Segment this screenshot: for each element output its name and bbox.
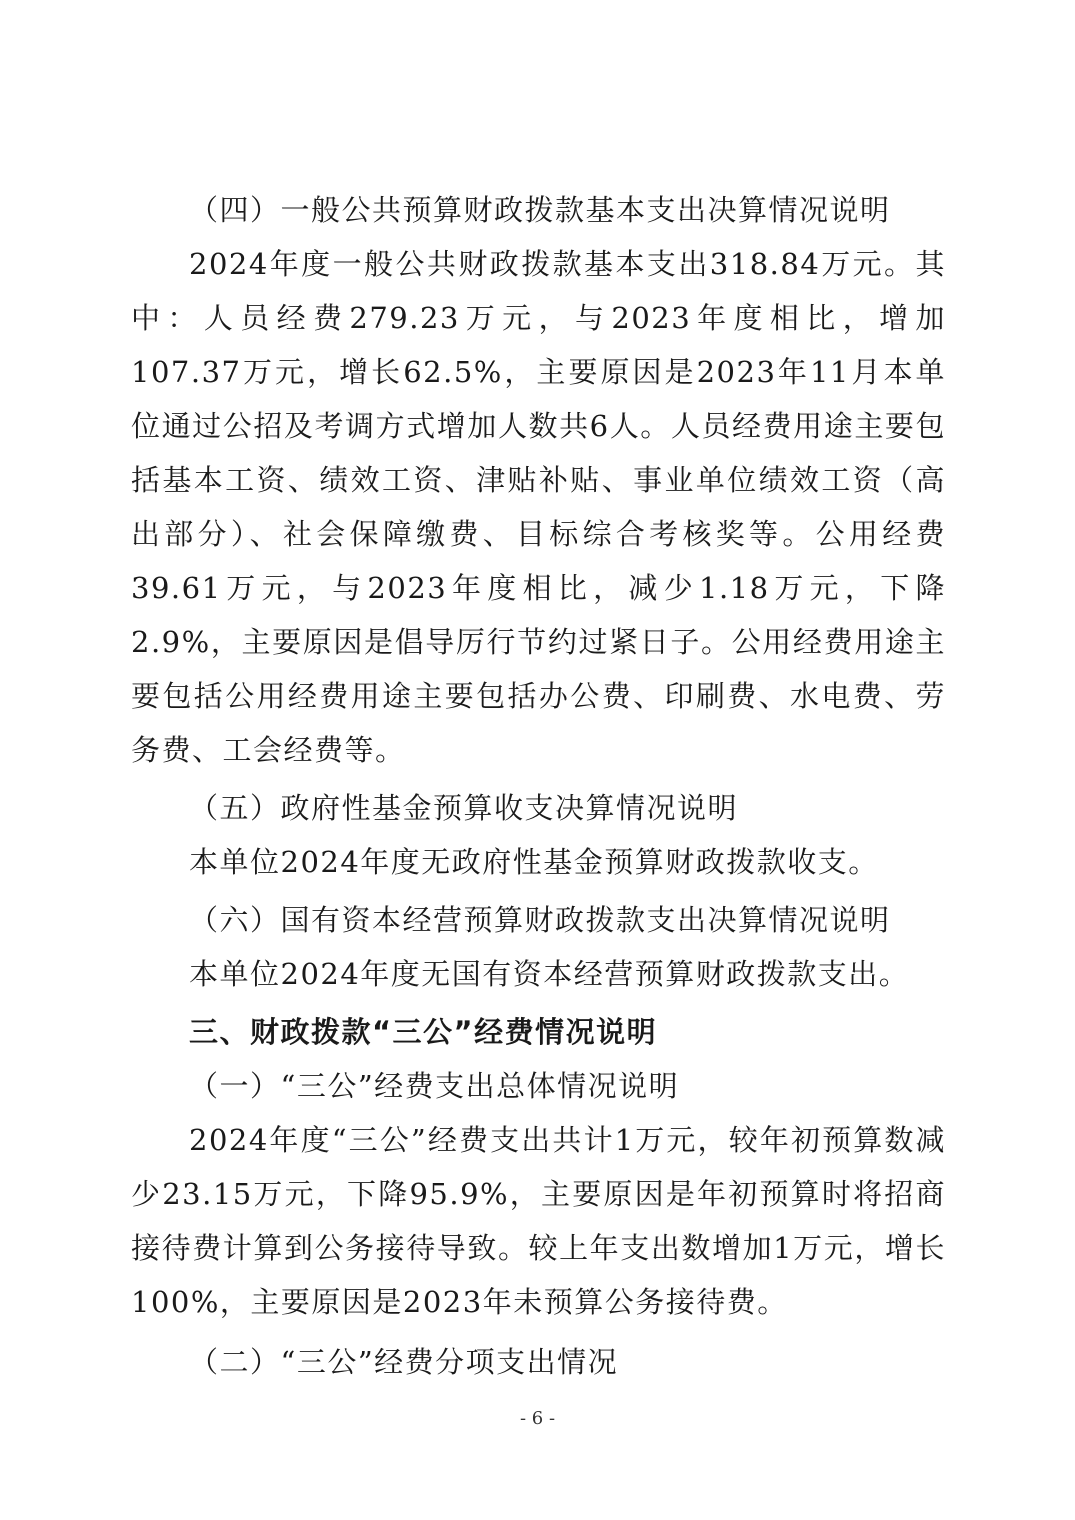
section5-heading: （五）政府性基金预算收支决算情况说明 xyxy=(189,791,739,825)
part3-sub1-paragraph: 2024年度“三公”经费支出共计1万元，较年初预算数减少23.15万元，下降95.9%，主要原因是年初预算时将招商接待费计算到公务接待导致。较上年支出数增加1万元，增长100%，主要原因是2023年未预算公务接待费。 xyxy=(131,1123,946,1319)
section6-heading: （六）国有资本经营预算财政拨款支出决算情况说明 xyxy=(189,903,891,937)
section4-heading: （四）一般公共预算财政拨款基本支出决算情况说明 xyxy=(189,193,891,227)
document-body xyxy=(131,183,946,1389)
section6-paragraph: 本单位2024年度无国有资本经营预算财政拨款支出。 xyxy=(189,957,910,991)
part3-heading: 三、财政拨款“三公”经费情况说明 xyxy=(189,1015,658,1049)
page-number: - 6 - xyxy=(519,1408,556,1429)
section4-paragraph: 2024年度一般公共财政拨款基本支出318.84万元。其中：人员经费279.23万元，与2023年度相比，增加107.37万元，增长62.5%，主要原因是2023年11月本单位通过公招及考调方式增加人数共6人。人员经费用途主要包括基本工资、绩效工资、津贴补贴、事业单位绩效工资（高出部分）、社会保障缴费、目标综合考核奖等。公用经费39.61万元，与2023年度相比，减少1.18万元，下降2.9%，主要原因是倡导厉行节约过紧日子。公用经费用途主要包括公用经费用途主要包括办公费、印刷费、水电费、劳务费、工会经费等。 xyxy=(131,247,946,767)
part3-sub1-heading: （一）“三公”经费支出总体情况说明 xyxy=(189,1069,680,1103)
part3-sub2-heading: （二）“三公”经费分项支出情况 xyxy=(189,1345,619,1379)
section5-paragraph: 本单位2024年度无政府性基金预算财政拨款收支。 xyxy=(189,845,879,879)
